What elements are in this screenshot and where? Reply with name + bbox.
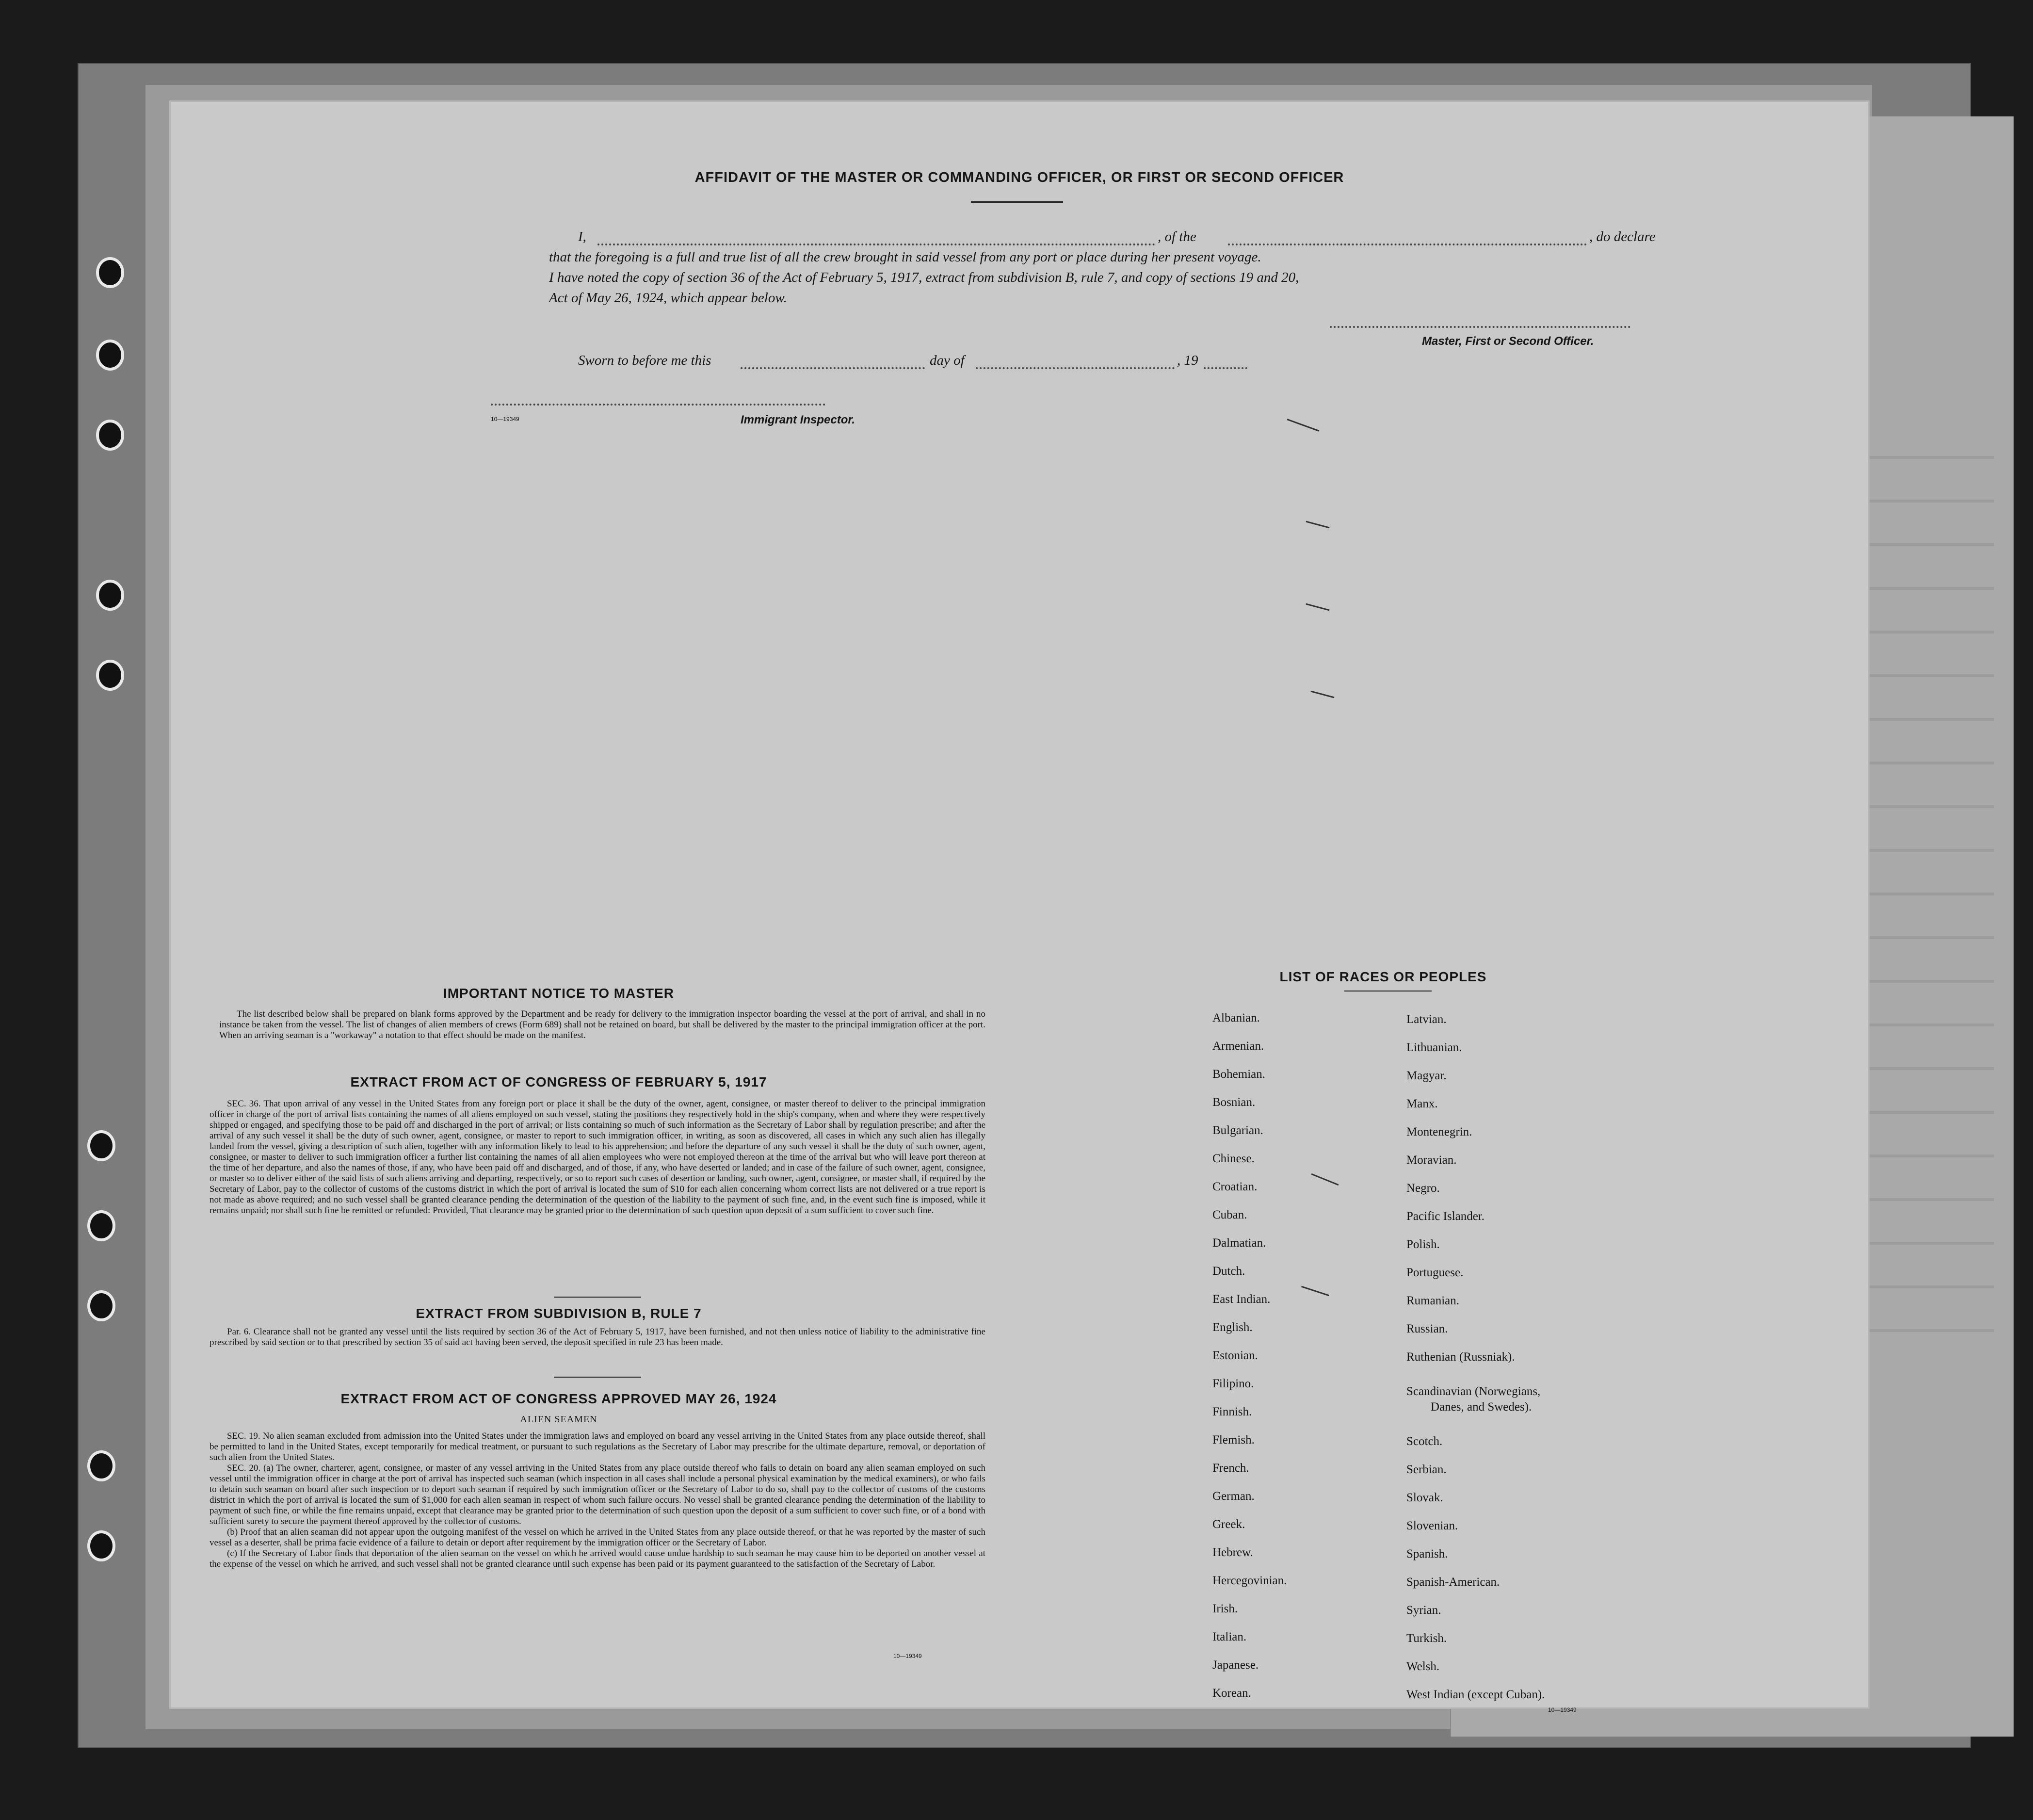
extract-1924-title: EXTRACT FROM ACT OF CONGRESS APPROVED MAY 26, 1924 <box>340 1391 777 1406</box>
affidavit-line4: Act of May 26, 1924, which appear below. <box>549 290 787 306</box>
binder-hole <box>87 1290 115 1321</box>
pencil-mark <box>1306 603 1329 611</box>
section-20c-paragraph: (c) If the Secretary of Labor finds that deportation of the alien seaman on the vessel on which he arrived would cause undue hardship to such seaman he may cause him to be deported on another vessel at the expense of the vessel on which he arrived, and such vessel shall not be granted clearance until such expense has been paid or its payment guaranteed to the satisfaction of the Secretary of Labor. <box>210 1548 985 1569</box>
race-item: Greek. <box>1212 1518 1245 1531</box>
races-form-number: 10—19349 <box>1548 1706 1577 1713</box>
notice-title: IMPORTANT NOTICE TO MASTER <box>443 986 675 1001</box>
race-item: Ruthenian (Russniak). <box>1406 1350 1515 1364</box>
race-item: Bosnian. <box>1212 1096 1256 1109</box>
binder-hole <box>96 660 124 691</box>
affidavit-body <box>491 229 1664 433</box>
rule7-text <box>210 1327 985 1348</box>
affidavit-line3: I have noted the copy of section 36 of the Act of February 5, 1917, extract from subdivision B, rule 7, and copy of sections 19 and 20, <box>549 270 1299 285</box>
race-item: Rumanian. <box>1406 1294 1460 1307</box>
race-item: Russian. <box>1406 1322 1448 1335</box>
rule7-paragraph: Par. 6. Clearance shall not be granted any vessel until the lists required by section 36 of the Act of February 5, 1917, have been furnished, and not then unless notice of liability to the administrative fine prescribed by said section or to that prescribed by section 35 of said act having been served, the deposit specified in rule 23 has been made. <box>210 1327 985 1348</box>
master-signature-line[interactable] <box>1330 326 1630 328</box>
race-item: Korean. <box>1212 1687 1251 1700</box>
race-item: English. <box>1212 1321 1253 1334</box>
race-item: Irish. <box>1212 1602 1238 1615</box>
sworn-text: Sworn to before me this <box>578 353 711 368</box>
race-item: Lithuanian. <box>1406 1041 1462 1054</box>
section-19-paragraph: SEC. 19. No alien seaman excluded from admission into the United States under the immigration laws and employed on board any vessel arriving in the United States from any place outside thereof, shall be permitted to land in the United States, except temporarily for medical treatment, or pursuant to such regulations as the Secretary of Labor may prescribe for the ultimate departure, removal, or deportation of such alien from the United States. <box>210 1431 985 1462</box>
race-item: Estonian. <box>1212 1349 1258 1362</box>
race-item: Italian. <box>1212 1630 1247 1643</box>
extract-1917-text <box>210 1099 985 1216</box>
race-item: Chinese. <box>1212 1152 1255 1165</box>
binder-hole <box>87 1210 115 1241</box>
sworn-month-field[interactable] <box>976 367 1175 369</box>
alien-seamen-subtitle: ALIEN SEAMEN <box>520 1414 597 1425</box>
race-item: Scandinavian (Norwegians, <box>1406 1385 1541 1398</box>
year-text: , 19 <box>1177 353 1198 368</box>
race-item: Bulgarian. <box>1212 1124 1263 1137</box>
vessel-name-field[interactable] <box>1228 244 1587 245</box>
sworn-year-field[interactable] <box>1204 367 1247 369</box>
affidavit-declare: , do declare <box>1589 229 1656 244</box>
race-item: Hercegovinian. <box>1212 1574 1287 1587</box>
race-item: Welsh. <box>1406 1660 1440 1673</box>
race-item: Spanish. <box>1406 1547 1448 1560</box>
race-item: Bohemian. <box>1212 1068 1266 1081</box>
rule7-title: EXTRACT FROM SUBDIVISION B, RULE 7 <box>416 1306 702 1321</box>
affidavit-form-number: 10—19349 <box>491 416 519 422</box>
race-item: Dutch. <box>1212 1265 1245 1278</box>
race-item: Finnish. <box>1212 1405 1252 1418</box>
races-title: LIST OF RACES OR PEOPLES <box>1279 969 1487 984</box>
section-rule <box>554 1377 641 1378</box>
section-36-paragraph: SEC. 36. That upon arrival of any vessel in the United States from any foreign port or place it shall be the duty of the owner, agent, consignee, or master thereof to deliver to the principal immigration officer in charge of the port of arrival lists containing the names of all aliens employed on such vessel, stating the positions they respectively hold in the ship's company, when and where they were respectively shipped or engaged, and specifying those to be paid off and discharged in the port of arrival; or lists containing so much of such information as the Secretary of Labor shall by regulation prescribe; and after the arrival of any such vessel it shall be the duty of such owner, agent, consignee, or master to report to such immigration officer, in writing, as soon as discovered, all cases in which any such alien has illegally landed from the vessel, giving a description of such alien, together with any information likely to lead to his apprehension; and before the departure of any such vessel it shall be the duty of such owner, agent, consignee, or master to deliver to such immigration officer a further list containing the names of all alien employees who were not employed thereon at the time of the arrival but who will leave port thereon at the time of her departure, and also the names of those, if any, who have been paid off and discharged, and of those, if any, who have deserted or landed; and in case of the failure of such owner, agent, consignee, or master so to deliver either of the said lists of such aliens arriving and departing, respectively, or so to report such cases of desertion or landing, such owner, agent, consignee, or master shall, if required by the Secretary of Labor, pay to the collector of customs of the customs district in which the port of arrival is located the sum of $10 for each alien concerning whom correct lists are not delivered or a true report is not made as above required; and no such vessel shall be granted clearance pending the determination of the question of the liability to the payment of such fine, and, in the event such fine is imposed, while it remains unpaid; nor shall such fine be remitted or refunded: Provided, That clearance may be granted prior to the determination of such question upon deposit of a sum sufficient to cover such fine. <box>210 1099 985 1216</box>
race-item: Pacific Islander. <box>1406 1210 1485 1223</box>
binder-hole <box>87 1130 115 1161</box>
extract-1924-text <box>210 1431 985 1570</box>
affidavit-line2: that the foregoing is a full and true list of all the crew brought in said vessel from any port or place during her present voyage. <box>549 249 1261 265</box>
pencil-mark <box>1310 691 1334 699</box>
race-item: French. <box>1212 1462 1249 1475</box>
race-item: Manx. <box>1406 1097 1438 1110</box>
race-item: Montenegrin. <box>1406 1125 1472 1138</box>
race-item: Japanese. <box>1212 1658 1259 1672</box>
race-item: Scotch. <box>1406 1435 1443 1448</box>
affidavit-title: AFFIDAVIT OF THE MASTER OR COMMANDING OFFICER, OR FIRST OR SECOND OFFICER <box>694 170 1344 185</box>
section-rule <box>554 1297 641 1298</box>
race-item: Turkish. <box>1406 1632 1447 1645</box>
master-name-field[interactable] <box>597 244 1155 245</box>
race-item: Hebrew. <box>1212 1546 1253 1559</box>
sworn-day-field[interactable] <box>741 367 925 369</box>
race-item: Slovak. <box>1406 1491 1443 1504</box>
pencil-mark <box>1306 521 1329 529</box>
race-item: Polish. <box>1406 1238 1440 1251</box>
race-item: Moravian. <box>1406 1154 1457 1167</box>
binder-hole <box>87 1450 115 1481</box>
pencil-mark <box>1311 1173 1339 1186</box>
race-item: Cuban. <box>1212 1208 1247 1221</box>
inspector-label: Immigrant Inspector. <box>741 413 855 426</box>
race-item: Spanish-American. <box>1406 1576 1500 1589</box>
title-rule <box>971 201 1063 203</box>
race-item: Portuguese. <box>1406 1266 1464 1279</box>
affidavit-of-the: , of the <box>1158 229 1196 244</box>
extract-1917-title: EXTRACT FROM ACT OF CONGRESS OF FEBRUARY 5, 1917 <box>350 1074 767 1089</box>
master-signature-label: Master, First or Second Officer. <box>1422 335 1594 348</box>
extract-form-number: 10—19349 <box>893 1653 922 1659</box>
affidavit-i: I, <box>578 229 586 244</box>
race-item: Magyar. <box>1406 1069 1447 1082</box>
race-item: German. <box>1212 1490 1255 1503</box>
race-item: Negro. <box>1406 1182 1440 1195</box>
race-item-continued: Danes, and Swedes). <box>1431 1400 1532 1414</box>
race-item: Dalmatian. <box>1212 1236 1266 1250</box>
binder-hole <box>96 257 124 288</box>
race-item: Flemish. <box>1212 1433 1255 1446</box>
race-item: Armenian. <box>1212 1040 1264 1053</box>
race-item: Croatian. <box>1212 1180 1258 1193</box>
inspector-signature-line[interactable] <box>491 404 825 406</box>
affidavit-page <box>171 102 1868 1713</box>
race-item: Slovenian. <box>1406 1519 1458 1532</box>
section-20a-paragraph: SEC. 20. (a) The owner, charterer, agent, consignee, or master of any vessel arriving in the United States from any place outside thereof who fails to detain on board any alien seaman employed on such vessel until the immigration officer in charge at the port of arrival has inspected such seaman (which inspection in all cases shall include a personal physical examination by the medical examiners), or who fails to detain such seaman on board after such inspection or to deport such seaman if required by such immigration officer or the Secretary of Labor to do so, shall pay to the collector of customs of the customs district in which the port of arrival is located the sum of $1,000 for each alien seaman in respect of whom such failure occurs. No vessel shall be granted clearance pending the determination of the liability to payment of such fine, or while the fine remains unpaid, except that clearance may be granted prior to the determination of such question upon the deposit of a sum sufficient to cover such fine, or of a bond with sufficient surety to secure the payment thereof approved by the collector of customs. <box>210 1463 985 1527</box>
pencil-mark <box>1301 1286 1329 1296</box>
notice-paragraph: The list described below shall be prepared on blank forms approved by the Department and be ready for delivery to the immigration inspector boarding the vessel at the port of arrival, and shall in no instance be taken from the vessel. The list of changes of alien members of crews (Form 689) shall not be retained on board, but shall be delivered by the master to the principal immigration officer at the port. When an arriving seaman is a "workaway" a notation to that effect should be made on the manifest. <box>219 1009 985 1040</box>
binder-hole <box>96 340 124 371</box>
race-item: Serbian. <box>1406 1463 1447 1476</box>
binder-hole <box>96 580 124 611</box>
race-item: Albanian. <box>1212 1011 1260 1024</box>
binder-hole <box>87 1530 115 1561</box>
race-item: Syrian. <box>1406 1604 1441 1617</box>
binder-hole <box>96 420 124 451</box>
day-of-text: day of <box>930 353 965 368</box>
section-20b-paragraph: (b) Proof that an alien seaman did not appear upon the outgoing manifest of the vessel on which he arrived in the United States from any place outside thereof, or that he was reported by the master of such vessel as a deserter, shall be prima facie evidence of a failure to detain or deport after requirement by the immigration officer or the Secretary of Labor. <box>210 1527 985 1548</box>
notice-text <box>219 1009 985 1041</box>
race-item: Filipino. <box>1212 1377 1254 1390</box>
race-item: East Indian. <box>1212 1293 1271 1306</box>
race-item: West Indian (except Cuban). <box>1406 1688 1545 1701</box>
race-item: Latvian. <box>1406 1013 1447 1026</box>
